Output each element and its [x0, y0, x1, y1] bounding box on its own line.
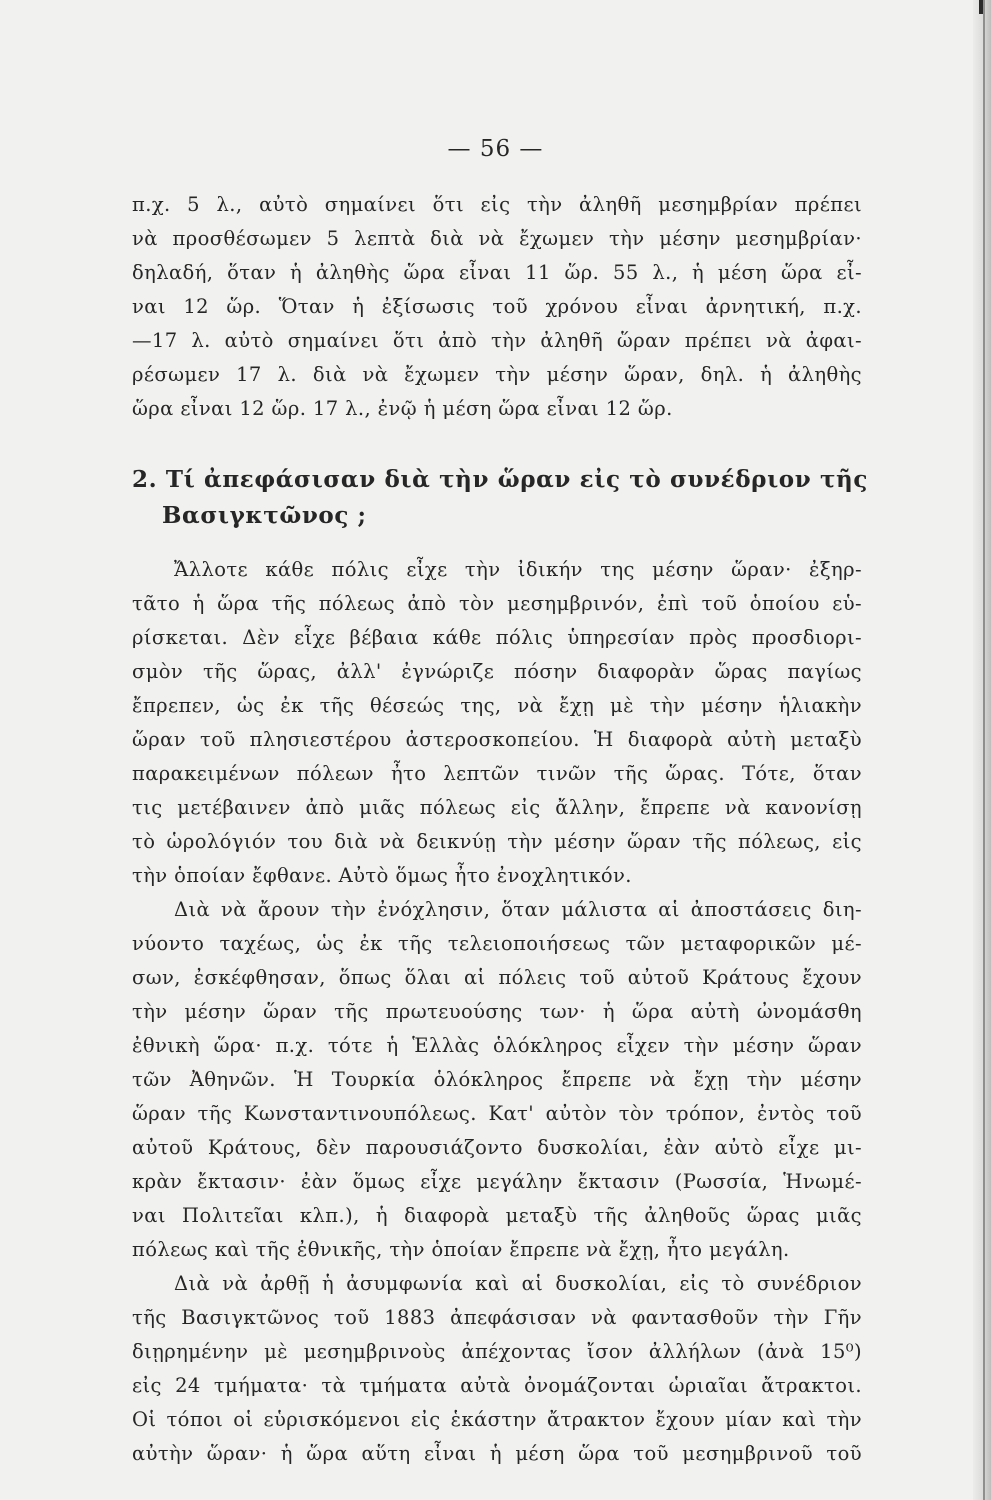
text-line: νὰ προσθέσωμεν 5 λεπτὰ διὰ νὰ ἔχωμεν τὴν μέσην μεσημβρίαν·: [132, 227, 862, 250]
text-line: σων, ἐσκέφθησαν, ὅπως ὅλαι αἱ πόλεις τοῦ αὐτοῦ Κράτους ἔχουν: [132, 966, 862, 989]
text-line: ἐθνικὴ ὥρα· π.χ. τότε ἡ Ἑλλὰς ὁλόκληρος εἶχεν τὴν μέσην ὥραν: [132, 1034, 862, 1057]
text-line: ναι Πολιτεῖαι κλπ.), ἡ διαφορὰ μεταξὺ τῆς ἀληθοῦς ὥρας μιᾶς: [132, 1204, 862, 1227]
text-line: παρακειμένων πόλεων ἦτο λεπτῶν τινῶν τῆς ὥρας. Τότε, ὅταν: [132, 762, 862, 785]
text-line: δηλαδή, ὅταν ἡ ἀληθὴς ὥρα εἶναι 11 ὥρ. 55 λ., ἡ μέση ὥρα εἶ-: [132, 261, 862, 284]
text-line: τᾶτο ἡ ὥρα τῆς πόλεως ἀπὸ τὸν μεσημβρινόν, ἐπὶ τοῦ ὁποίου εὑ-: [132, 592, 862, 615]
text-line: —17 λ. αὐτὸ σημαίνει ὅτι ἀπὸ τὴν ἀληθῆ ὥραν πρέπει νὰ ἀφαι-: [132, 329, 862, 352]
text-line: ναι 12 ὥρ. Ὅταν ἡ ἐξίσωσις τοῦ χρόνου εἶναι ἀρνητική, π.χ.: [132, 295, 862, 318]
text-line: τῆς Βασιγκτῶνος τοῦ 1883 ἀπεφάσισαν νὰ φαντασθοῦν τὴν Γῆν: [132, 1306, 862, 1329]
text-line: κρὰν ἔκτασιν· ἐὰν ὅμως εἶχε μεγάλην ἔκτασιν (Ρωσσία, Ἡνωμέ-: [132, 1170, 862, 1193]
text-line: ρίσκεται. Δὲν εἶχε βέβαια κάθε πόλις ὑπηρεσίαν πρὸς προσδιορι-: [132, 626, 862, 649]
text-line: ἔπρεπεν, ὡς ἐκ τῆς θέσεώς της, νὰ ἔχῃ μὲ τὴν μέσην ἡλιακὴν: [132, 694, 862, 717]
page-edge-line: [983, 0, 985, 1500]
paragraph: [132, 893, 862, 1267]
text-line: τις μετέβαινεν ἀπὸ μιᾶς πόλεως εἰς ἄλλην, ἔπρεπε νὰ κανονίσῃ: [132, 796, 862, 819]
text-line: αὐτοῦ Κράτους, δὲν παρουσιάζοντο δυσκολίαι, ἐὰν αὐτὸ εἶχε μι-: [132, 1136, 862, 1159]
text-line: ὥρα εἶναι 12 ὥρ. 17 λ., ἐνῷ ἡ μέση ὥρα εἶναι 12 ὥρ.: [132, 397, 673, 420]
paragraph: [132, 1267, 862, 1471]
text-line: ὥραν τοῦ πλησιεστέρου ἀστεροσκοπείου. Ἡ διαφορὰ αὐτὴ μεταξὺ: [132, 728, 862, 751]
text-line: Οἱ τόποι οἱ εὑρισκόμενοι εἰς ἑκάστην ἄτρακτον ἔχουν μίαν καὶ τὴν: [132, 1408, 862, 1431]
page-number: — 56 —: [447, 136, 544, 162]
text-line: π.χ. 5 λ., αὐτὸ σημαίνει ὅτι εἰς τὴν ἀληθῆ μεσημβρίαν πρέπει: [132, 193, 862, 216]
text-line: νύοντο ταχέως, ὡς ἐκ τῆς τελειοποιήσεως τῶν μεταφορικῶν μέ-: [132, 932, 862, 955]
page-edge-shadow: [973, 0, 991, 1500]
text-line: ρέσωμεν 17 λ. διὰ νὰ ἔχωμεν τὴν μέσην ὥραν, δηλ. ἡ ἀληθὴς: [132, 363, 862, 386]
text-line: Διὰ νὰ ἀρθῇ ἡ ἀσυμφωνία καὶ αἱ δυσκολίαι, εἰς τὸ συνέδριον: [174, 1272, 862, 1295]
text-line: ὥραν τῆς Κωνσταντινουπόλεως. Κατ' αὐτὸν τὸν τρόπον, ἐντὸς τοῦ: [132, 1102, 862, 1125]
text-line: τὸ ὡρολόγιόν του διὰ νὰ δεικνύῃ τὴν μέσην ὥραν τῆς πόλεως, εἰς: [132, 830, 862, 853]
section-body: [132, 553, 862, 1471]
paragraph-continued: [132, 188, 862, 426]
heading-line: Βασιγκτῶνος ;: [162, 502, 367, 529]
text-line: πόλεως καὶ τῆς ἐθνικῆς, τὴν ὁποίαν ἔπρεπε νὰ ἔχῃ, ἦτο μεγάλη.: [132, 1238, 790, 1261]
section-heading: [132, 462, 868, 534]
paragraph: [132, 553, 862, 893]
text-line: Διὰ νὰ ἄρουν τὴν ἐνόχλησιν, ὅταν μάλιστα αἱ ἀποστάσεις διη-: [174, 898, 862, 921]
text-line: αὐτὴν ὥραν· ἡ ὥρα αὕτη εἶναι ἡ μέση ὥρα τοῦ μεσημβρινοῦ τοῦ: [132, 1442, 862, 1465]
text-line: διῃρημένην μὲ μεσημβρινοὺς ἀπέχοντας ἴσον ἀλλήλων (ἀνὰ 15⁰): [132, 1340, 862, 1363]
text-line: Ἄλλοτε κάθε πόλις εἶχε τὴν ἰδικήν της μέσην ὥραν· ἐξηρ-: [174, 558, 862, 581]
text-line: τῶν Ἀθηνῶν. Ἡ Τουρκία ὁλόκληρος ἔπρεπε νὰ ἔχῃ τὴν μέσην: [132, 1068, 862, 1091]
heading-line: 2. Τί ἀπεφάσισαν διὰ τὴν ὥραν εἰς τὸ συνέδριον τῆς: [132, 466, 868, 493]
corner-mark: [979, 0, 983, 14]
text-line: εἰς 24 τμήματα· τὰ τμήματα αὐτὰ ὀνομάζονται ὡριαῖαι ἄτρακτοι.: [132, 1374, 862, 1397]
text-line: τὴν μέσην ὥραν τῆς πρωτευούσης των· ἡ ὥρα αὐτὴ ὠνομάσθη: [132, 1000, 862, 1023]
text-line: τὴν ὁποίαν ἔφθανε. Αὐτὸ ὅμως ἦτο ἐνοχλητικόν.: [132, 864, 632, 887]
text-line: σμὸν τῆς ὥρας, ἀλλ' ἐγνώριζε πόσην διαφορὰν ὥρας παγίως: [132, 660, 862, 683]
